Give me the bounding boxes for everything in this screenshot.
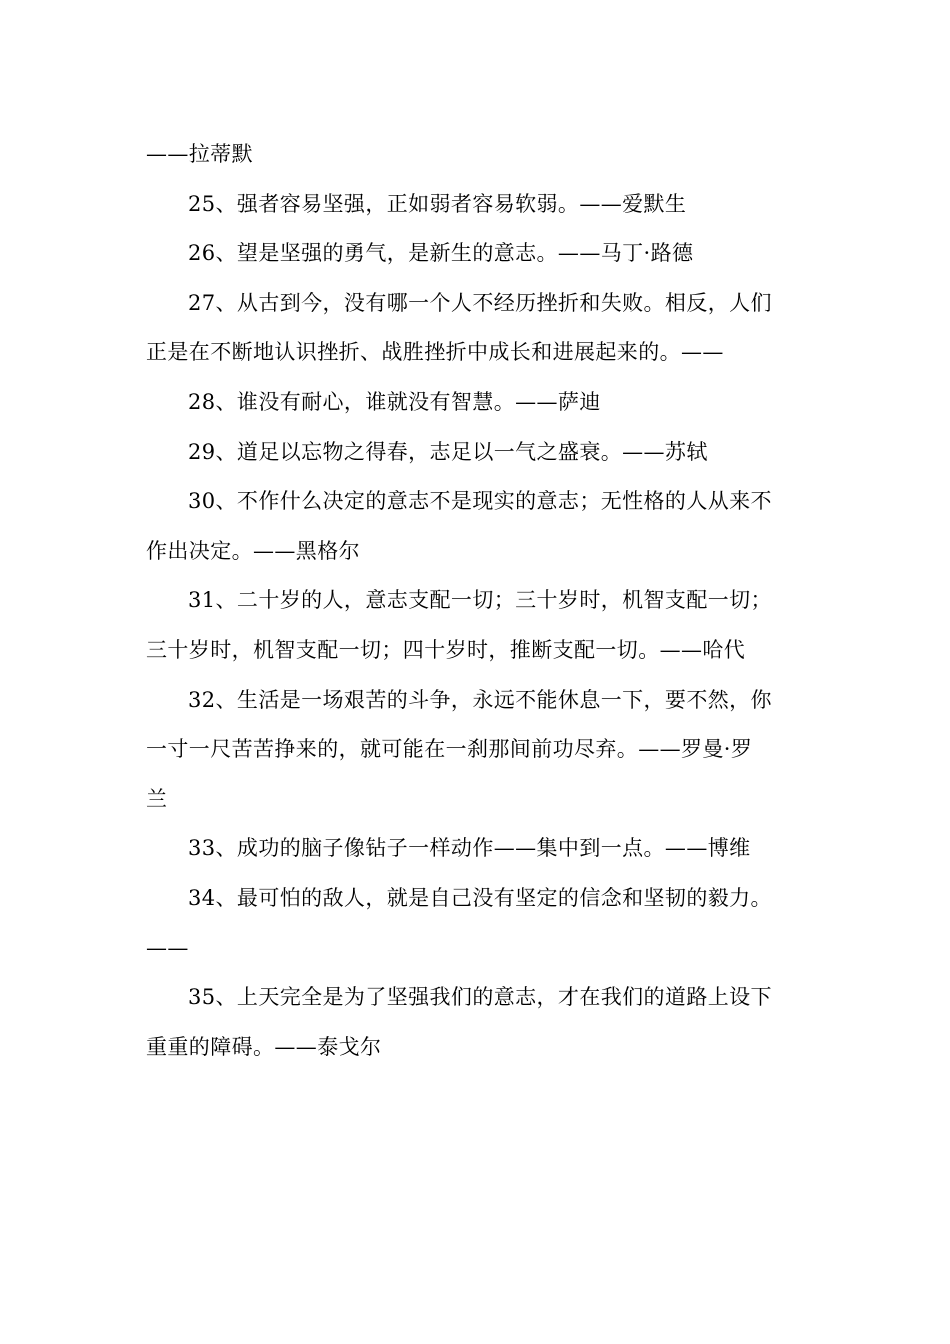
text-line: 27、从古到今，没有哪一个人不经历挫折和失败。相反，人们 bbox=[188, 290, 772, 315]
text-line: 34、最可怕的敌人，就是自己没有坚定的信念和坚韧的毅力。 bbox=[188, 885, 772, 910]
text-line: 31、二十岁的人，意志支配一切；三十岁时，机智支配一切； bbox=[188, 588, 772, 613]
text-line: 一寸一尺苦苦挣来的，就可能在一刹那间前功尽弃。——罗曼·罗 bbox=[146, 737, 753, 762]
text-line: 三十岁时，机智支配一切；四十岁时，推断支配一切。——哈代 bbox=[146, 637, 746, 662]
text-line: ——拉蒂默 bbox=[146, 142, 253, 166]
document-page bbox=[146, 130, 810, 1072]
text-line: —— bbox=[146, 935, 189, 960]
text-line: 正是在不断地认识挫折、战胜挫折中成长和进展起来的。—— bbox=[146, 340, 724, 365]
text-line: 35、上天完全是为了坚强我们的意志，才在我们的道路上设下 bbox=[188, 985, 772, 1010]
text-line: 32、生活是一场艰苦的斗争，永远不能休息一下，要不然，你 bbox=[188, 687, 772, 712]
text-line: 重重的障碍。——泰戈尔 bbox=[146, 1034, 382, 1059]
text-line: 兰 bbox=[146, 786, 168, 811]
text-line: 作出决定。——黑格尔 bbox=[146, 538, 360, 563]
text-line: 25、强者容易坚强，正如弱者容易软弱。——爱默生 bbox=[188, 191, 687, 216]
text-line: 29、道足以忘物之得春，志足以一气之盛衰。——苏轼 bbox=[188, 439, 708, 464]
text-line: 30、不作什么决定的意志不是现实的意志；无性格的人从来不 bbox=[188, 489, 772, 514]
text-line: 28、谁没有耐心，谁就没有智慧。——萨迪 bbox=[188, 389, 601, 414]
text-line: 33、成功的脑子像钻子一样动作——集中到一点。——博维 bbox=[188, 836, 751, 861]
text-line: 26、望是坚强的勇气，是新生的意志。——马丁·路德 bbox=[188, 241, 694, 266]
